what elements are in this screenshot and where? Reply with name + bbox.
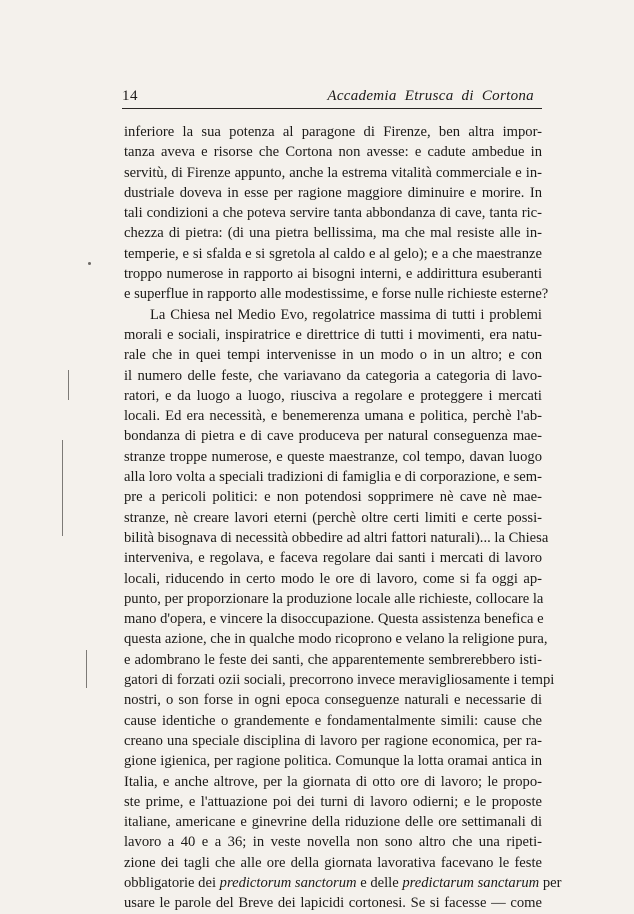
text-line: usare le parole del Breve dei lapicidi cortonesi. Se si facesse — come — [124, 895, 542, 912]
margin-speck — [88, 262, 91, 265]
text-line: temperie, e si sfalda e si sgretola al caldo e al gelo); e a che maestranze — [124, 245, 542, 262]
text-line: mano d'opera, e vincere la disoccupazione. Questa assistenza benefica e — [124, 611, 544, 628]
text-line: stranze, nè creare lavori eterni (perchè oltre certi limiti e certe possi- — [124, 509, 542, 526]
text-line: gatori di forzati ozii sociali, precorrono invece meravigliosamente i tempi — [124, 672, 555, 689]
text-line: bilità bisognava di necessità obbedire ad altri fattori naturali)... la Chiesa — [124, 529, 549, 546]
page-number: 14 — [122, 88, 138, 104]
latin-phrase: predictarum sanctarum — [402, 874, 540, 891]
text-line: punto, per proporzionare la produzione locale alle richieste, collocare la — [124, 590, 544, 607]
text-line: dustriale doveva in esse per ragione maggiore diminuire e morire. In — [124, 184, 542, 201]
text-line: tali condizioni a che poteva servire tanta abbondanza di cave, tanta ric- — [124, 205, 542, 222]
body-text — [124, 122, 562, 914]
header-rule — [122, 108, 542, 109]
text-line: tanza aveva e risorse che Cortona non avesse: e cadute ambedue in — [124, 144, 542, 161]
text-line: cause identiche o grandemente e fondamentalmente simili: cause che — [124, 712, 542, 729]
text-line: locali. Ed era necessità, e benemerenza umana e politica, perchè l'ab- — [124, 408, 542, 425]
text-line: troppo numerose in rapporto ai bisogni interni, e addirittura esuberanti — [124, 266, 542, 283]
text-line: rale che in quei tempi intervenisse in un modo o in un altro; e con — [124, 347, 542, 364]
text-line: inferiore la sua potenza al paragone di Firenze, ben altra impor- — [124, 124, 542, 140]
margin-line — [86, 650, 87, 688]
text-line: lavoro a 40 e a 36; in veste novella non sono altro che una ripeti- — [124, 834, 542, 851]
text-line: ratori, e da luogo a luogo, riusciva a regolare e proteggere i mercati — [124, 387, 542, 404]
text-line: morali e sociali, inspiratrice e direttrice di tutti i movimenti, era natu- — [124, 326, 542, 343]
text-line: servitù, di Firenze appunto, anche la estrema vitalità commerciale e in- — [124, 164, 542, 181]
running-title: Accademia Etrusca di Cortona — [327, 88, 534, 104]
text-line-with-latin — [124, 873, 562, 893]
text-line: stranze troppe numerose, e queste maestranze, col tempo, davan luogo — [124, 448, 542, 465]
latin-phrase: predictorum sanctorum — [219, 874, 357, 891]
text-line: chezza di pietra: (di una pietra bellissima, ma che mal resiste alle in- — [124, 225, 542, 242]
text-line: La Chiesa nel Medio Evo, regolatrice massima di tutti i problemi — [150, 306, 542, 323]
text-line: il numero delle feste, che variavano da categoria a categoria di lavo- — [124, 367, 542, 384]
text-segment: e delle — [360, 874, 399, 891]
text-line: italiane, americane e ginevrine della riduzione delle ore settimanali di — [124, 814, 542, 831]
margin-line — [68, 370, 69, 400]
text-line: locali, riducendo in certo modo le ore di lavoro, come si fa oggi ap- — [124, 570, 542, 587]
text-segment: obbligatorie dei — [124, 874, 216, 891]
text-line: pre a pericoli politici: e non potendosi sopprimere nè cave nè mae- — [124, 489, 542, 506]
text-line: bondanza di pietra e di cave produceva per natural conseguenza mae- — [124, 428, 542, 445]
text-line: questa azione, che in qualche modo ricoprono e velano la religione pura, — [124, 631, 548, 648]
text-line: alla loro volta a speciali tradizioni di famiglia e di corporazione, e sem- — [124, 469, 542, 486]
text-line: creano una speciale disciplina di lavoro per ragione economica, per ra- — [124, 732, 542, 749]
text-line: e adombrano le feste dei santi, che apparentemente sembrerebbero isti- — [124, 651, 542, 668]
text-line: nostri, o son forse in ogni epoca conseguenze naturali e necessarie di — [124, 692, 542, 709]
text-segment: per — [542, 874, 562, 891]
text-line: gione igienica, per ragione politica. Comunque la lotta oramai antica in — [124, 753, 542, 770]
text-line: e superflue in rapporto alle modestissime, e forse nulle richieste esterne? — [124, 286, 549, 303]
margin-line — [62, 440, 63, 536]
page-header — [122, 86, 542, 110]
text-line: Italia, e anche altrove, per la giornata di otto ore di lavoro; le propo- — [124, 773, 542, 790]
text-line: zione dei tagli che alle ore della giornata lavorativa facevano le feste — [124, 854, 542, 871]
text-line: ste prime, e l'attuazione poi dei turni di lavoro odierni; e le proposte — [124, 793, 542, 810]
text-line: interveniva, e regolava, e faceva regolare dai santi i mercati di lavoro — [124, 550, 542, 567]
